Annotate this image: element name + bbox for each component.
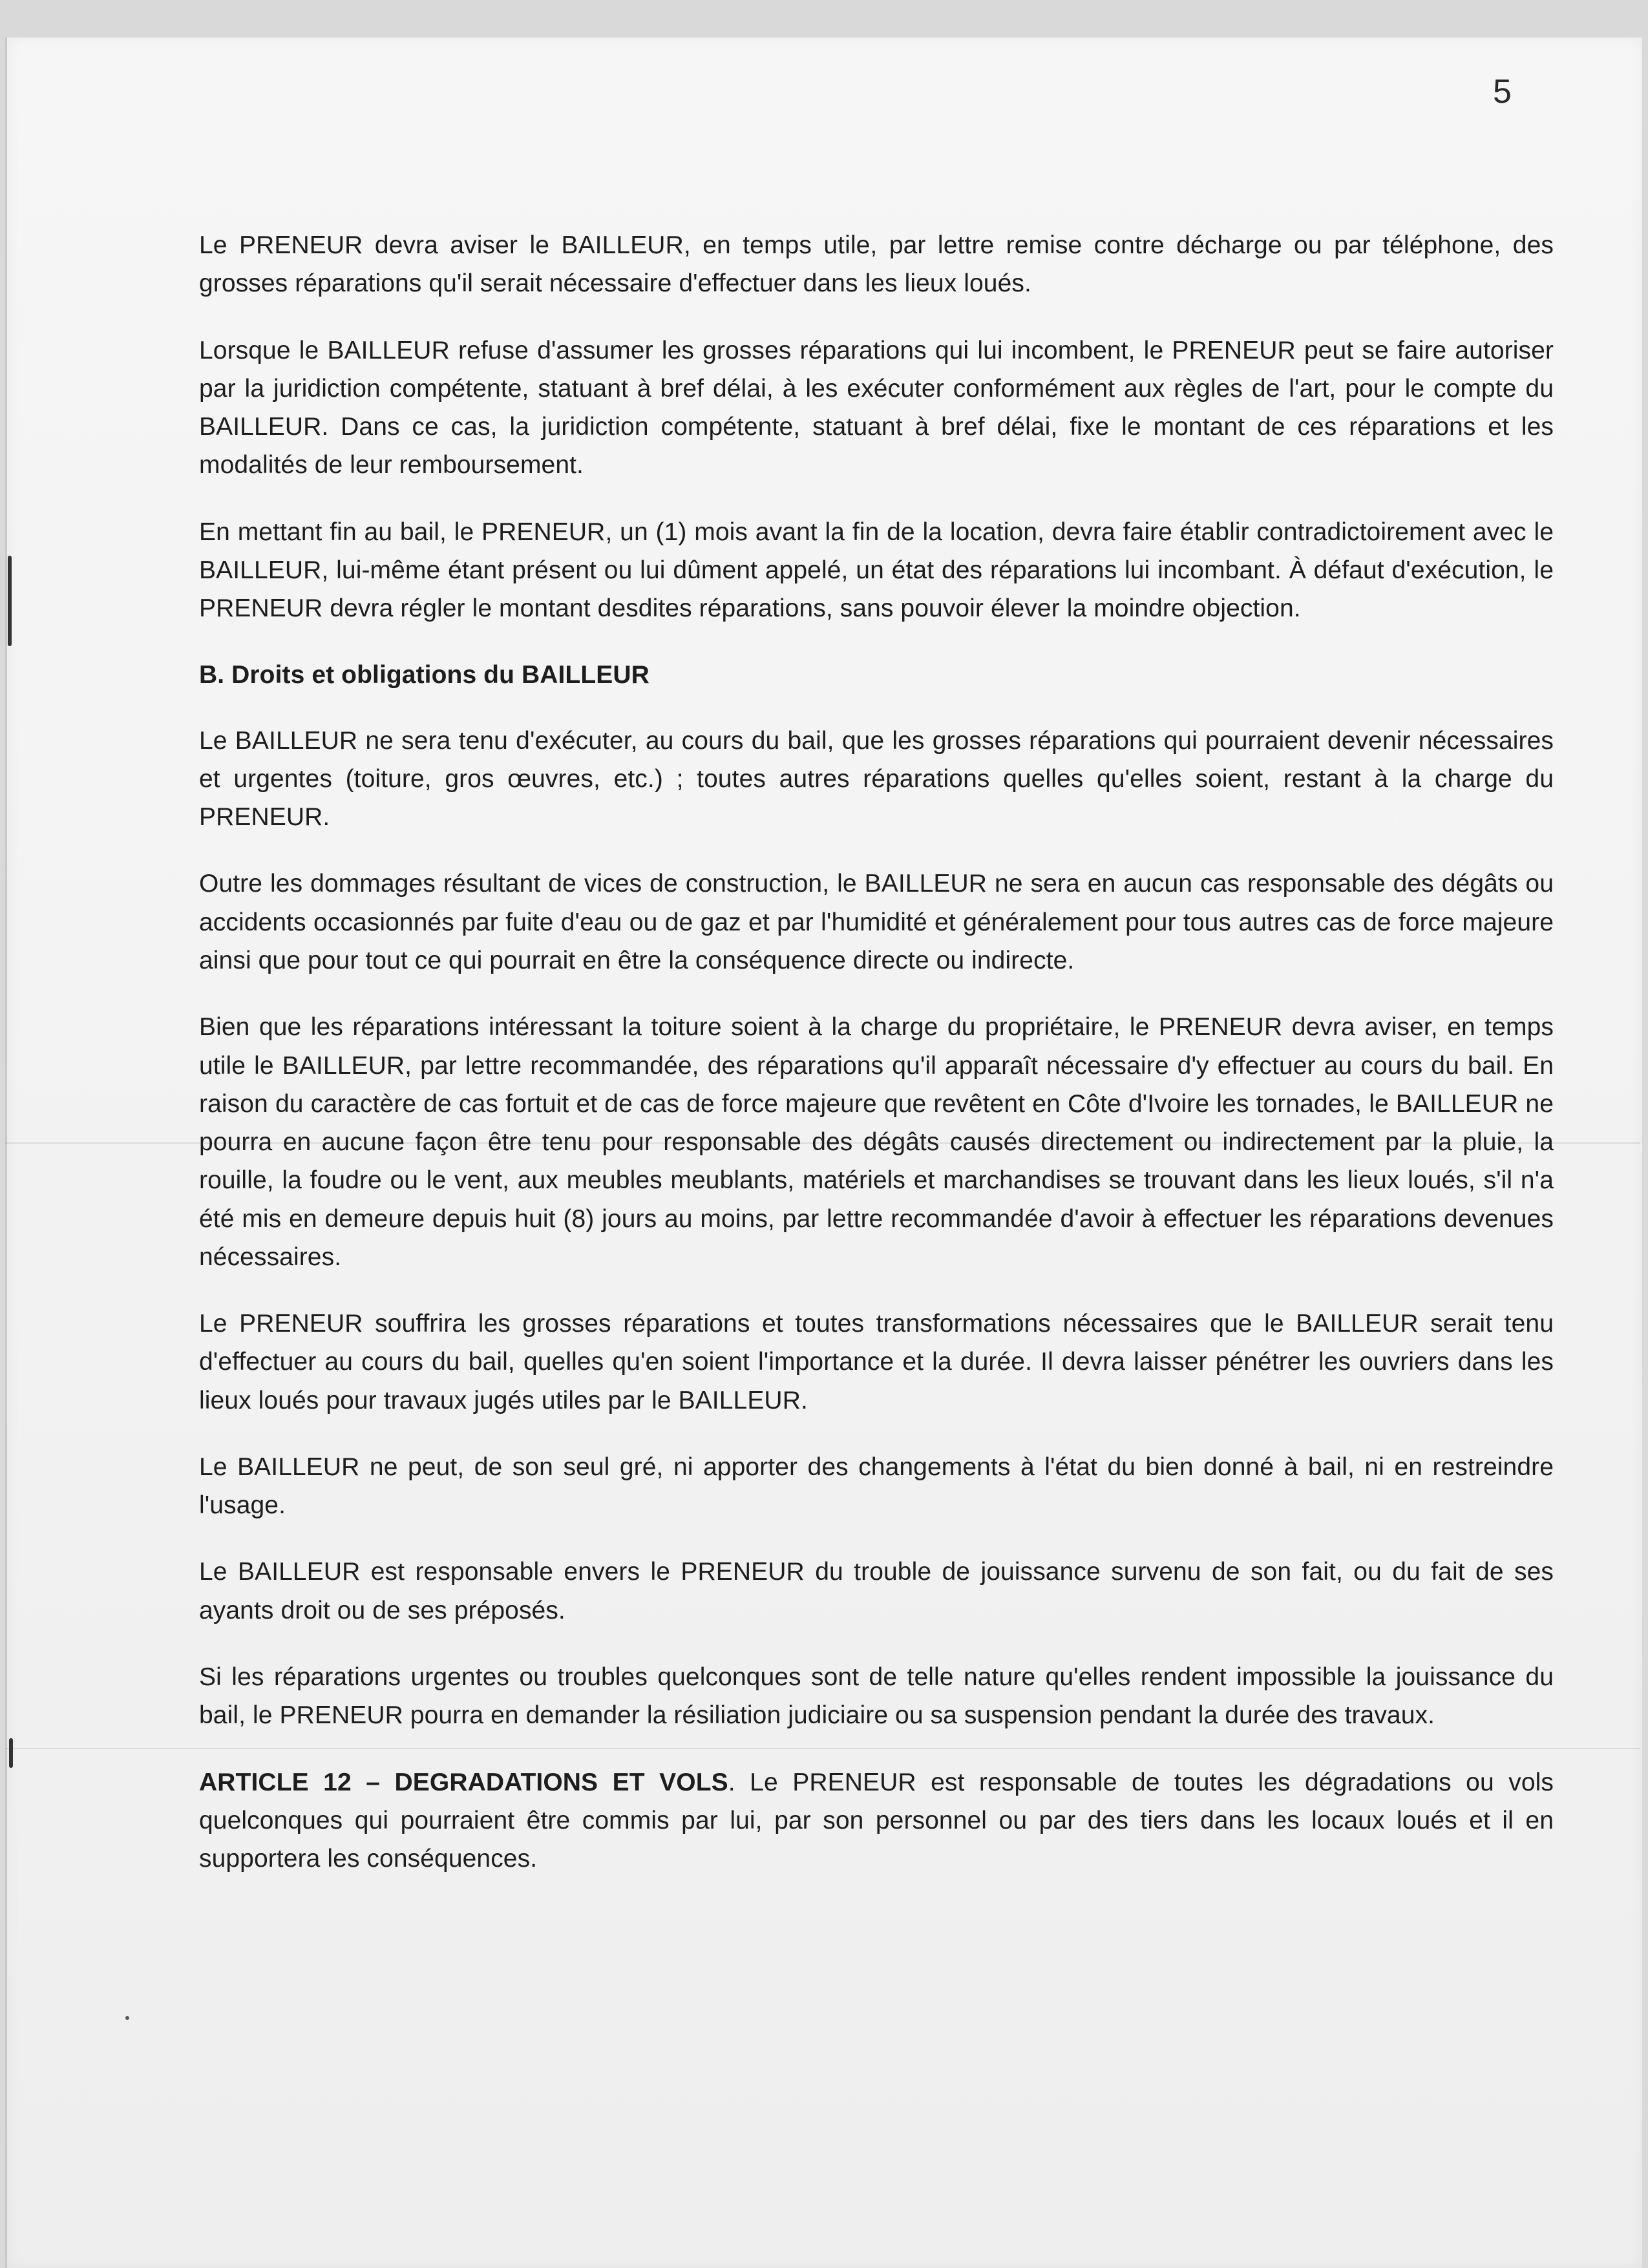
article-12 <box>199 1763 1554 1878</box>
paragraph: Le BAILLEUR ne sera tenu d'exécuter, au cours du bail, que les grosses réparations qui pourraient devenir nécessaires et urgentes (toiture, gros œuvres, etc.) ; toutes autres réparations quelles qu'elles soient, restant à la charge du PRENEUR. <box>199 726 1554 832</box>
binding-mark <box>9 1738 13 1768</box>
paragraph: Le PRENEUR souffrira les grosses réparations et toutes transformations nécessaires que le BAILLEUR serait tenu d'effectuer au cours du bail, quelles qu'en soient l'importance et la durée. Il devra laisser pénétrer les ouvriers dans les lieux loués pour travaux jugés utiles par le BAILLEUR. <box>199 1310 1554 1414</box>
section-heading: B. Droits et obligations du BAILLEUR <box>199 661 650 689</box>
paragraph: Outre les dommages résultant de vices de construction, le BAILLEUR ne sera en aucun cas responsable des dégâts ou accidents occasionnés par fuite d'eau ou de gaz et par l'humidité et généralement pour tous autres cas de force majeure ainsi que pour tout ce qui pourrait en être la conséquence directe ou indirecte. <box>199 870 1554 974</box>
paragraph: Bien que les réparations intéressant la toiture soient à la charge du propriétaire, le PRENEUR devra aviser, en temps utile le BAILLEUR, par lettre recommandée, des réparations qu'il apparaît nécessaire d'y effectuer au cours du bail. En raison du caractère de cas fortuit et de cas de force majeure que revêtent en Côte d'Ivoire les tornades, le BAILLEUR ne pourra en aucune façon être tenu pour responsable des dégâts causés directement ou indirectement par la pluie, la rouille, la foudre ou le vent, aux meubles meublants, matériels et marchandises se trouvant dans les lieux loués, s'il n'a été mis en demeure depuis huit (8) jours au moins, par lettre recommandée d'avoir à effectuer les réparations devenues nécessaires. <box>199 1013 1554 1271</box>
paragraph: Le BAILLEUR est responsable envers le PRENEUR du trouble de jouissance survenu de son fait, ou du fait de ses ayants droit ou de ses préposés. <box>199 1558 1554 1624</box>
paragraph: Le PRENEUR devra aviser le BAILLEUR, en temps utile, par lettre remise contre décharge ou par téléphone, des grosses réparations qu'il serait nécessaire d'effectuer dans les lieux loués. <box>199 231 1554 298</box>
binding-mark <box>8 556 12 646</box>
page-speck <box>125 2016 129 2020</box>
paragraph: Le BAILLEUR ne peut, de son seul gré, ni apporter des changements à l'état du bien donné à bail, ni en restreindre l'usage. <box>199 1453 1554 1520</box>
article-body: . Le PRENEUR est responsable de toutes les dégradations ou vols quelconques qui pourraient être commis par lui, par son personnel ou par des tiers dans les locaux loués et il en supportera les conséquences. <box>199 1768 1554 1873</box>
paragraph: Lorsque le BAILLEUR refuse d'assumer les grosses réparations qui lui incombent, le PRENEUR peut se faire autoriser par la juridiction compétente, statuant à bref délai, à les exécuter conformément aux règles de l'art, pour le compte du BAILLEUR. Dans ce cas, la juridiction compétente, statuant à bref délai, fixe le montant de ces réparations et les modalités de leur remboursement. <box>199 336 1554 479</box>
paragraph: En mettant fin au bail, le PRENEUR, un (1) mois avant la fin de la location, devra faire établir contradictoirement avec le BAILLEUR, lui-même étant présent ou lui dûment appelé, un état des réparations lui incombant. À défaut d'exécution, le PRENEUR devra régler le montant desdites réparations, sans pouvoir élever la moindre objection. <box>199 518 1554 623</box>
page-number: 5 <box>1493 73 1512 110</box>
article-title: ARTICLE 12 – DEGRADATIONS ET VOLS <box>199 1768 728 1796</box>
document-body <box>199 226 1554 1906</box>
paragraph: Si les réparations urgentes ou troubles quelconques sont de telle nature qu'elles rendent impossible la jouissance du bail, le PRENEUR pourra en demander la résiliation judiciaire ou sa suspension pendant la durée des travaux. <box>199 1663 1554 1730</box>
